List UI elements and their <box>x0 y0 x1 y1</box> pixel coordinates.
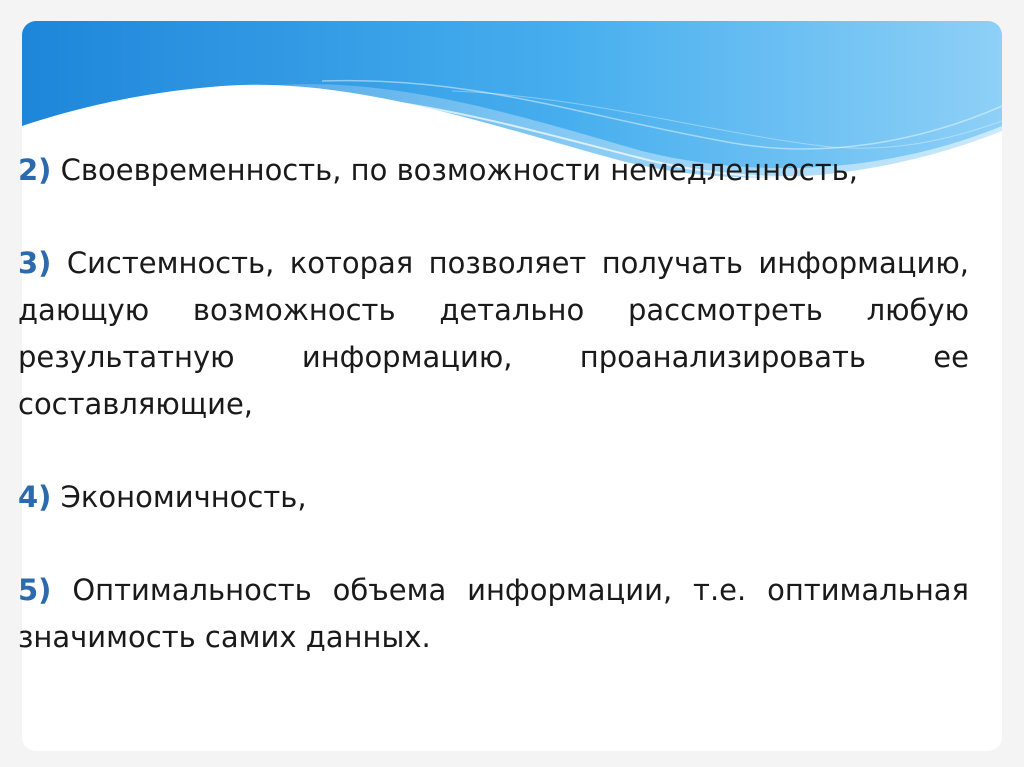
list-marker: 3) <box>18 246 52 280</box>
list-item-4 <box>18 474 969 521</box>
list-item-text: Системность, которая позволяет получать информацию, дающую возможность детально рассмотреть любую результатную информацию, проанализировать ее составляющие, <box>18 246 969 421</box>
list-item-3 <box>18 240 969 428</box>
list-marker: 2) <box>18 153 52 187</box>
list-marker: 5) <box>18 573 52 607</box>
list-item-text: Своевременность, по возможности немедленность, <box>60 153 858 187</box>
list-item-2 <box>18 147 969 194</box>
list-item-text: Оптимальность объема информации, т.е. оптимальная значимость самих данных. <box>18 573 969 654</box>
list-marker: 4) <box>18 480 52 514</box>
list-item-5 <box>18 567 969 661</box>
list-item-text: Экономичность, <box>60 480 307 514</box>
slide-content <box>18 147 969 661</box>
